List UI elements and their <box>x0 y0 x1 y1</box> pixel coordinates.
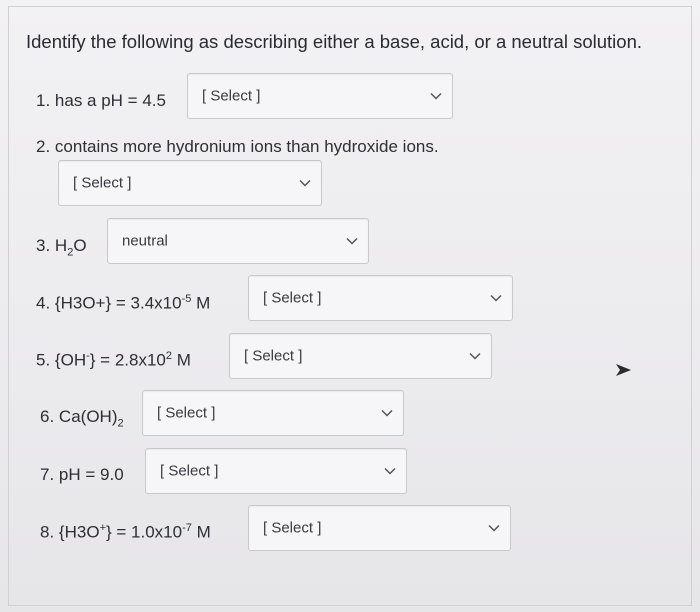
select-value: [ Select ] <box>202 87 261 105</box>
chevron-down-icon <box>430 92 442 100</box>
select-value: [ Select ] <box>73 174 132 192</box>
question-text: {OH <box>54 350 87 370</box>
select-question-8[interactable] <box>248 505 511 551</box>
subscript: 2 <box>67 246 74 259</box>
select-question-1[interactable] <box>187 73 453 119</box>
select-question-7[interactable] <box>145 448 407 494</box>
chevron-down-icon <box>346 237 358 245</box>
question-3 <box>36 236 87 258</box>
superscript-2: 2 <box>165 350 172 362</box>
select-question-4[interactable] <box>248 275 513 321</box>
question-5 <box>36 350 191 371</box>
question-7 <box>40 465 124 485</box>
question-text: pH = 9.0 <box>58 465 124 484</box>
question-text: has a pH = 4.5 <box>54 91 166 110</box>
chevron-down-icon <box>384 467 396 475</box>
question-number: 3. <box>36 236 51 255</box>
question-text: contains more hydronium ions than hydroxide ions. <box>54 137 439 156</box>
select-value: [ Select ] <box>263 289 322 307</box>
question-number: 8. <box>40 522 55 542</box>
superscript: - <box>86 350 90 362</box>
select-question-2[interactable] <box>58 160 322 206</box>
select-question-3[interactable] <box>107 218 369 264</box>
question-text-after: } = 2.8x10 <box>89 350 166 370</box>
question-text: {H3O <box>58 522 100 542</box>
question-number: 4. <box>36 293 51 313</box>
question-number: 6. <box>40 407 55 426</box>
chevron-down-icon <box>381 409 393 417</box>
instructions-text: Identify the following as describing either a base, acid, or a neutral solution. <box>26 31 643 52</box>
superscript-2: -7 <box>182 522 192 534</box>
superscript: + <box>99 522 106 534</box>
question-text-after-2: M <box>172 350 191 370</box>
question-text-after-2: M <box>191 522 211 542</box>
question-number: 1. <box>36 91 51 110</box>
chevron-down-icon <box>299 179 311 187</box>
select-value: [ Select ] <box>160 462 219 480</box>
select-question-5[interactable] <box>229 333 492 379</box>
chevron-down-icon <box>469 352 481 360</box>
chevron-down-icon <box>490 294 502 302</box>
mouse-cursor-icon <box>614 361 632 379</box>
select-value: neutral <box>122 232 168 250</box>
question-text: Ca(OH) <box>58 407 118 426</box>
question-number: 5. <box>36 350 51 370</box>
question-text-after: } = 1.0x10 <box>106 522 183 542</box>
select-value: [ Select ] <box>263 519 322 537</box>
question-4 <box>36 293 210 314</box>
select-value: [ Select ] <box>157 404 216 422</box>
question-6 <box>40 407 124 429</box>
question-text: H <box>54 236 68 255</box>
select-question-6[interactable] <box>142 390 404 436</box>
question-1 <box>36 91 166 111</box>
select-value: [ Select ] <box>244 347 303 365</box>
question-8 <box>40 522 211 543</box>
question-number: 2. <box>36 137 51 156</box>
superscript: -5 <box>181 293 192 305</box>
question-text-after: O <box>73 236 87 255</box>
question-number: 7. <box>40 465 55 484</box>
question-2 <box>36 137 439 157</box>
subscript: 2 <box>117 417 124 430</box>
chevron-down-icon <box>488 524 500 532</box>
question-text: {H3O+} = 3.4x10 <box>54 293 182 313</box>
question-text-after: M <box>191 293 211 313</box>
